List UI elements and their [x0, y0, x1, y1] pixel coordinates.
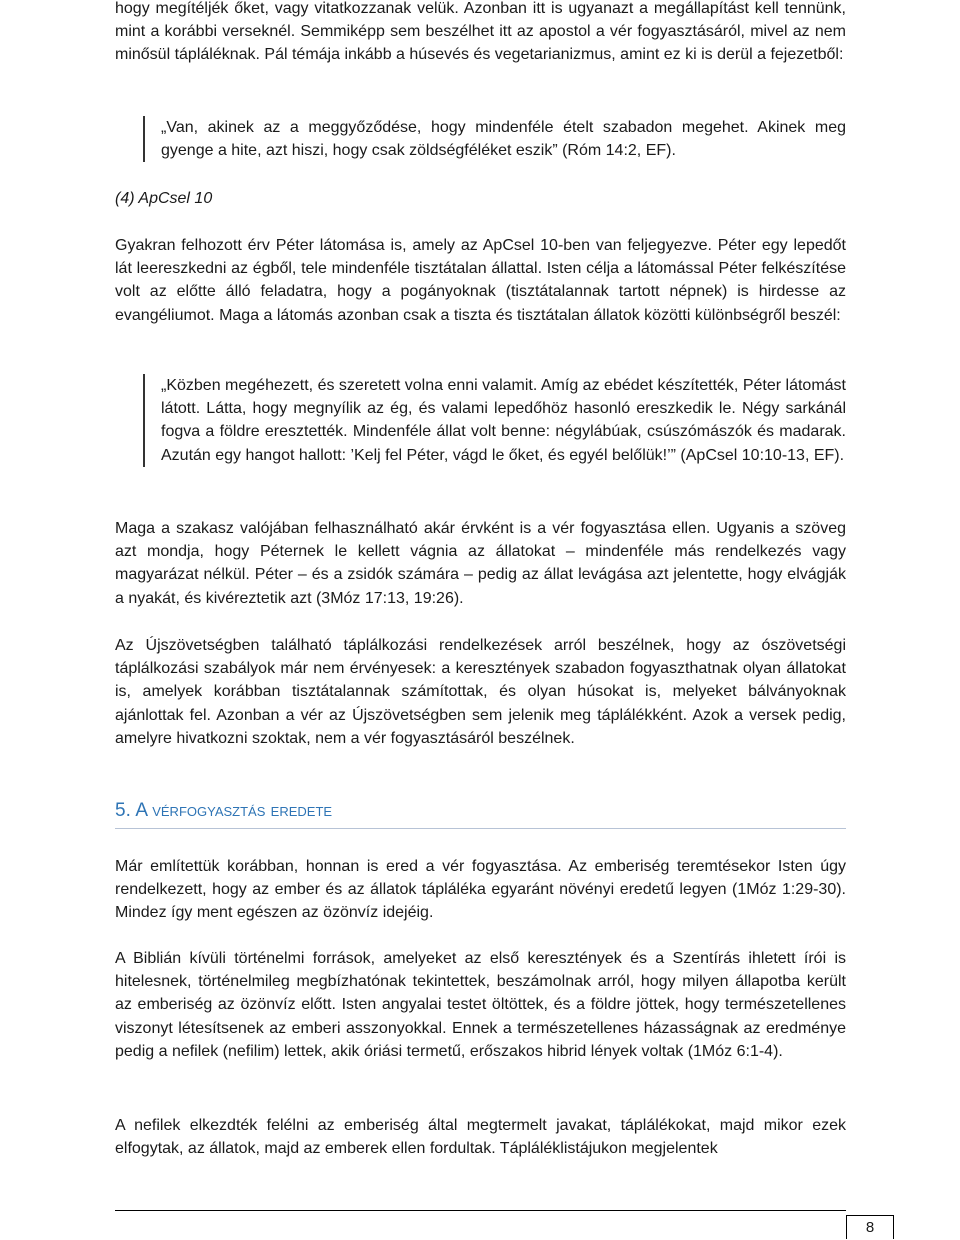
quote-text: „Van, akinek az a meggyőződése, hogy mindenféle ételt szabadon megehet. Akinek meg gyenge a hite, azt hiszi, hogy csak zöldségféléket eszik” (Róm 14:2, EF). [161, 119, 846, 160]
block-quote [143, 116, 846, 162]
footer-divider [115, 1210, 846, 1211]
paragraph: Az Újszövetségben található táplálkozási rendelkezések arról beszélnek, hogy az ószövetségi táplálkozási szabályok már nem érvényesek: a keresztények szabadon fogyaszthatnak olyan állatokat is, amelyek korábban tisztátalannak számítottak, és olyan húsokat is, melyeket bálványoknak ajánlottak fel. Azonban a vér az Újszövetségben sem jelenik meg táplálékként. Azok a versek pedig, amelyre hivatkozni szoktak, nem a vér fogyasztásáról beszélnek. [115, 637, 846, 747]
paragraph: hogy megítéljék őket, vagy vitatkozzanak velük. Azonban itt is ugyanazt a megállapítást kell tennünk, mint a korábbi verseknél. Semmiképp sem beszélhet itt az apostol a vér fogyasztásáról, mivel az nem minősül tápláléknak. Pál témája inkább a húsevés és vegetarianizmus, amint ez ki is derül a fejezetből: [115, 0, 846, 64]
paragraph: Már említettük korábban, honnan is ered a vér fogyasztása. Az emberiség teremtésekor Isten úgy rendelkezett, hogy az ember és az állatok tápláléka egyaránt növényi eredetű legyen (1Móz 1:29-30). Mindez így ment egészen az özönvíz idejéig. [115, 858, 846, 922]
paragraph: Maga a szakasz valójában felhasználható akár érvként is a vér fogyasztása ellen. Ugyanis a szöveg azt mondja, hogy Péternek le kellett vágnia az állatokat – mindenféle más rendelkezés vagy magyarázat nélkül. Péter – és a zsidók számára – pedig az állat levágása azt jelentette, hogy elvágják a nyakát, és kivéreztetik azt (3Móz 17:13, 19:26). [115, 520, 846, 607]
section-number: 5. [115, 800, 131, 821]
subheading: (4) ApCsel 10 [115, 190, 213, 207]
quote-text: „Közben megéhezett, és szeretett volna enni valamit. Amíg az ebédet készítették, Péter látomást látott. Látta, hogy megnyílik az ég, és valami lepedőhöz hasonló ereszkedik le. Négy sarkánál fogva a földre eresztették. Mindenféle állat volt benne: négylábúak, csúszómászók és madarak. Azután egy hangot hallott: ’Kelj fel Péter, vágd le őket, és egyél belőlük!’” (ApCsel 10:10-13, EF). [161, 377, 846, 464]
section-title: A vérfogyasztás eredete [135, 800, 333, 821]
paragraph: Gyakran felhozott érv Péter látomása is, amely az ApCsel 10-ben van feljegyezve. Péter egy lepedőt lát leereszkedni az égből, tele mindenféle tisztátalan állattal. Isten célja a látomással Péter felkészítése volt az előtte álló feladatra, hogy a pogányoknak (tisztátalannak tartott népnek) is hirdesse az evangéliumot. Maga a látomás azonban csak a tiszta és tisztátalan állatok közötti különbségről beszél: [115, 237, 846, 324]
page-number: 8 [846, 1215, 894, 1239]
paragraph: A nefilek elkezdték felélni az emberiség által megtermelt javakat, táplálékokat, majd mikor ezek elfogytak, az állatok, majd az emberek ellen fordultak. Tápláléklistájukon megjelentek [115, 1117, 846, 1158]
paragraph: A Biblián kívüli történelmi források, amelyeket az első keresztények és a Szentírás ihletett írói is hitelesnek, történelmileg megbízhatónak tekintettek, beszámolnak arról, hogy milyen állapotba került az emberiség az özönvíz előtt. Isten angyalai testet öltöttek, és a földre jöttek, hogy természetellenes viszonyt létesítsenek az emberi asszonyokkal. Ennek a természetellenes házasságnak az eredménye pedig a nefilek (nefilim) lettek, akik óriási termetű, erőszakos hibrid lények voltak (1Móz 6:1-4). [115, 950, 846, 1060]
section-heading [115, 800, 846, 829]
block-quote [143, 374, 846, 467]
